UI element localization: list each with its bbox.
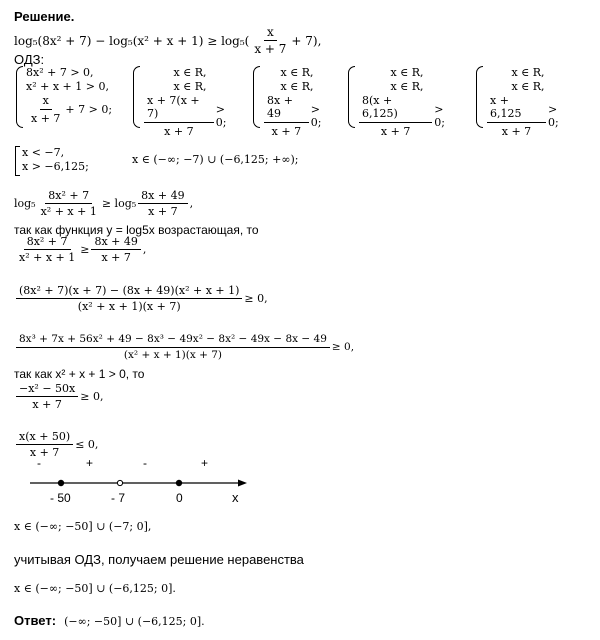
step5-fraction xyxy=(16,383,78,410)
system-fraction xyxy=(28,94,63,125)
point-label: - 7 xyxy=(111,491,126,505)
step3-fraction xyxy=(16,285,242,312)
point-label: - 50 xyxy=(50,491,71,505)
main-inequality xyxy=(14,26,321,55)
since-positive-text: так как x² + x + 1 > 0, то xyxy=(14,367,145,381)
system-line: x ∈ R, xyxy=(280,66,314,79)
fraction-denominator: x + 7 xyxy=(380,125,411,138)
system-inequality-tail: > 0; xyxy=(547,103,559,129)
fraction-numerator: 8x + 49 xyxy=(91,236,140,250)
comparison: ≥ 0, xyxy=(331,340,355,353)
log-symbol: log₅ xyxy=(14,197,36,210)
odz-system-5 xyxy=(485,66,571,138)
fraction-denominator: x + 7 xyxy=(32,398,62,411)
fraction-denominator: x + 7 xyxy=(148,205,178,218)
step-6 xyxy=(14,431,98,458)
fraction-denominator: x² + x + 1 xyxy=(40,205,97,218)
point-label: 0 xyxy=(176,491,183,505)
system-fraction xyxy=(144,94,214,138)
fraction-numerator: 8x + 49 xyxy=(138,190,187,204)
system-brace xyxy=(476,66,483,128)
comparison: ≤ 0, xyxy=(75,438,99,451)
union-bracket xyxy=(15,146,20,176)
fraction-numerator: 8x + 49 xyxy=(264,94,309,123)
step6-fraction xyxy=(16,431,73,458)
system-line: x ∈ R, xyxy=(173,80,207,93)
since-log-text: так как функция y = log5x возрастающая, то xyxy=(14,223,259,237)
fraction-denominator: (x² + x + 1)(x + 7) xyxy=(77,300,181,313)
odz-system-3 xyxy=(262,66,332,138)
union-line: x < −7, xyxy=(22,146,65,159)
fraction-denominator: (x² + x + 1)(x + 7) xyxy=(123,348,223,361)
sign-label: + xyxy=(86,456,94,470)
comparison: ≥ 0, xyxy=(80,390,104,403)
step-4 xyxy=(14,334,354,360)
system-brace xyxy=(16,66,23,128)
odz-system-1 xyxy=(26,66,112,125)
system-line: x ∈ R, xyxy=(390,80,424,93)
fraction-denominator: x + 7 xyxy=(271,125,302,138)
fraction-denominator: x + 7 xyxy=(31,112,61,125)
fraction-denominator: x + 7 xyxy=(29,446,60,459)
step2-fraction-right xyxy=(91,236,140,263)
answer-value: (−∞; −50] ∪ (−6,125; 0]. xyxy=(64,615,205,628)
odz-system-4 xyxy=(357,66,457,138)
comparison: ≥ xyxy=(80,243,90,256)
odz-result: x ∈ (−∞; −7) ∪ (−6,125; +∞); xyxy=(132,153,299,166)
system-inequality-tail: + 7 > 0; xyxy=(65,103,113,116)
step-1 xyxy=(14,190,193,217)
fraction-numerator: x(x + 50) xyxy=(16,431,73,445)
sign-label: + xyxy=(201,456,209,470)
system-line: x ∈ R, xyxy=(511,66,545,79)
step2-fraction-left xyxy=(16,236,78,263)
answer-line xyxy=(14,614,205,627)
sign-label: - xyxy=(37,456,41,470)
step-5 xyxy=(14,383,103,410)
axis-arrow-icon xyxy=(238,480,247,487)
fraction-denominator: x + 7 xyxy=(501,125,532,138)
system-fraction-line xyxy=(357,94,457,138)
final-set: x ∈ (−∞; −50] ∪ (−6,125; 0]. xyxy=(14,582,176,595)
fraction-numerator: 8x² + 7 xyxy=(24,236,71,250)
system-brace xyxy=(253,66,260,128)
comparison: ≥ 0, xyxy=(244,292,268,305)
fraction-numerator: x + 7(x + 7) xyxy=(144,94,214,123)
system-fraction-line xyxy=(485,94,571,138)
number-line xyxy=(0,455,600,505)
fraction-numerator: (8x² + 7)(x + 7) − (8x + 49)(x² + x + 1) xyxy=(16,285,242,299)
comparison: ≥ log₅ xyxy=(101,197,137,210)
system-fraction xyxy=(359,94,432,138)
system-fraction xyxy=(264,94,309,138)
fraction-numerator: x xyxy=(264,26,277,41)
system-line: 8x² + 7 > 0, xyxy=(26,66,94,79)
system-fraction-line xyxy=(26,94,112,125)
system-line: x ∈ R, xyxy=(173,66,207,79)
answer-label: Ответ: xyxy=(14,613,57,628)
fraction-numerator: 8(x + 6,125) xyxy=(359,94,432,123)
fraction-numerator: 8x³ + 7x + 56x² + 49 − 8x³ − 49x² − 8x² − 49x − 8x − 49 xyxy=(16,334,330,348)
fraction-denominator: x + 7 xyxy=(101,251,131,264)
fraction-denominator: x + 7 xyxy=(164,125,194,138)
fraction-numerator: x + 6,125 xyxy=(487,94,546,123)
system-fraction-line xyxy=(262,94,332,138)
closed-point xyxy=(58,480,64,486)
odz-label: ОДЗ: xyxy=(14,52,45,67)
closed-point xyxy=(176,480,182,486)
open-point xyxy=(117,480,122,485)
step1-fraction-left xyxy=(38,190,100,217)
step-3 xyxy=(14,285,268,312)
step4-fraction xyxy=(16,334,330,360)
fraction-denominator: x² + x + 1 xyxy=(19,251,76,264)
considering-text: учитывая ОДЗ, получаем решение неравенства xyxy=(14,552,304,567)
odz-system-2 xyxy=(142,66,238,138)
punct: , xyxy=(189,197,194,210)
system-line: x ∈ R, xyxy=(511,80,545,93)
step1-fraction-right xyxy=(138,190,187,217)
main-inequality-tail: + 7), xyxy=(291,33,322,48)
union-line: x > −6,125; xyxy=(22,160,89,173)
system-inequality-tail: > 0; xyxy=(434,103,445,129)
main-inequality-left: log₅(8x² + 7) − log₅(x² + x + 1) ≥ log₅( xyxy=(14,33,250,48)
system-brace xyxy=(348,66,355,128)
fraction-numerator: 8x² + 7 xyxy=(45,190,92,204)
solution-heading: Решение. xyxy=(14,9,75,24)
fraction-numerator: x xyxy=(40,94,52,110)
axis-label: x xyxy=(232,490,239,505)
system-line: x ∈ R, xyxy=(390,66,424,79)
system-inequality-tail: > 0; xyxy=(215,103,227,129)
system-fraction xyxy=(487,94,546,138)
system-brace xyxy=(133,66,140,128)
system-line: x ∈ R, xyxy=(280,80,314,93)
system-line: x² + x + 1 > 0, xyxy=(26,80,109,93)
main-inequality-fraction xyxy=(251,26,289,55)
system-fraction-line xyxy=(142,94,238,138)
sign-label: - xyxy=(143,456,147,470)
fraction-numerator: −x² − 50x xyxy=(16,383,78,397)
punct: , xyxy=(142,243,147,256)
system-inequality-tail: > 0; xyxy=(310,103,322,129)
interval-result: x ∈ (−∞; −50] ∪ (−7; 0], xyxy=(14,520,152,533)
union-system xyxy=(22,146,89,174)
step-2 xyxy=(14,236,146,263)
fraction-denominator: x + 7 xyxy=(254,42,287,56)
